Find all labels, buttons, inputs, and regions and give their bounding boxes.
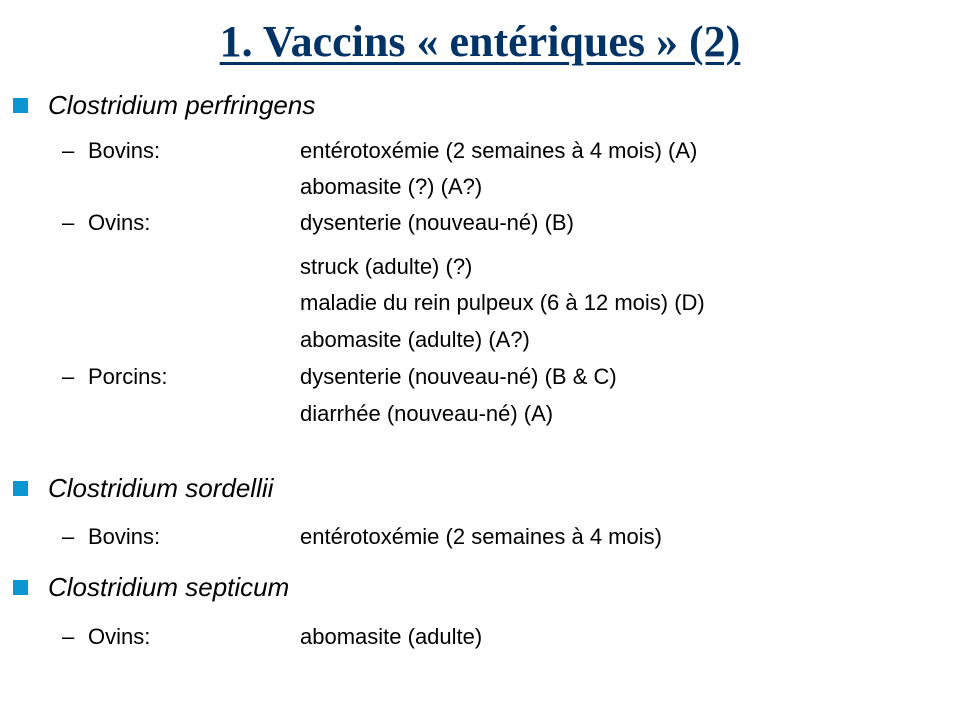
species-label: Porcins: bbox=[88, 364, 168, 389]
line-item: abomasite (adulte) (A?) bbox=[300, 327, 530, 352]
section-heading-septicum bbox=[13, 572, 289, 603]
species-label: Bovins: bbox=[88, 138, 161, 163]
dash-bullet: – bbox=[62, 210, 75, 235]
section-heading-sordellii bbox=[13, 473, 273, 504]
species-label: Ovins: bbox=[88, 210, 151, 235]
dash-bullet: – bbox=[62, 524, 75, 549]
species-bovins bbox=[62, 524, 160, 550]
species-label: Bovins: bbox=[88, 524, 161, 549]
species-ovins bbox=[62, 210, 150, 236]
square-bullet-icon bbox=[13, 580, 28, 595]
dash-bullet: – bbox=[62, 364, 75, 389]
species-ovins bbox=[62, 624, 150, 650]
square-bullet-icon bbox=[13, 98, 28, 113]
species-bovins bbox=[62, 138, 160, 164]
section-heading-label: Clostridium septicum bbox=[48, 572, 290, 602]
slide-title bbox=[0, 16, 960, 67]
line-item: struck (adulte) (?) bbox=[300, 254, 473, 279]
species-label: Ovins: bbox=[88, 624, 151, 649]
section-heading-perfringens bbox=[13, 90, 315, 121]
line-item: dysenterie (nouveau-né) (B) bbox=[300, 210, 574, 235]
line-item: dysenterie (nouveau-né) (B & C) bbox=[300, 364, 617, 389]
section-heading-label: Clostridium perfringens bbox=[48, 90, 316, 120]
dash-bullet: – bbox=[62, 624, 75, 649]
line-item: diarrhée (nouveau-né) (A) bbox=[300, 401, 554, 426]
line-item: abomasite (?) (A?) bbox=[300, 174, 483, 199]
slide-title-text: 1. Vaccins « entériques » (2) bbox=[219, 17, 741, 66]
section-heading-label: Clostridium sordellii bbox=[48, 473, 274, 503]
line-item: entérotoxémie (2 semaines à 4 mois) (A) bbox=[300, 138, 698, 163]
line-item: abomasite (adulte) bbox=[300, 624, 483, 649]
dash-bullet: – bbox=[62, 138, 75, 163]
line-item: maladie du rein pulpeux (6 à 12 mois) (D) bbox=[300, 290, 705, 315]
species-porcins bbox=[62, 364, 167, 390]
square-bullet-icon bbox=[13, 481, 28, 496]
line-item: entérotoxémie (2 semaines à 4 mois) bbox=[300, 524, 662, 549]
